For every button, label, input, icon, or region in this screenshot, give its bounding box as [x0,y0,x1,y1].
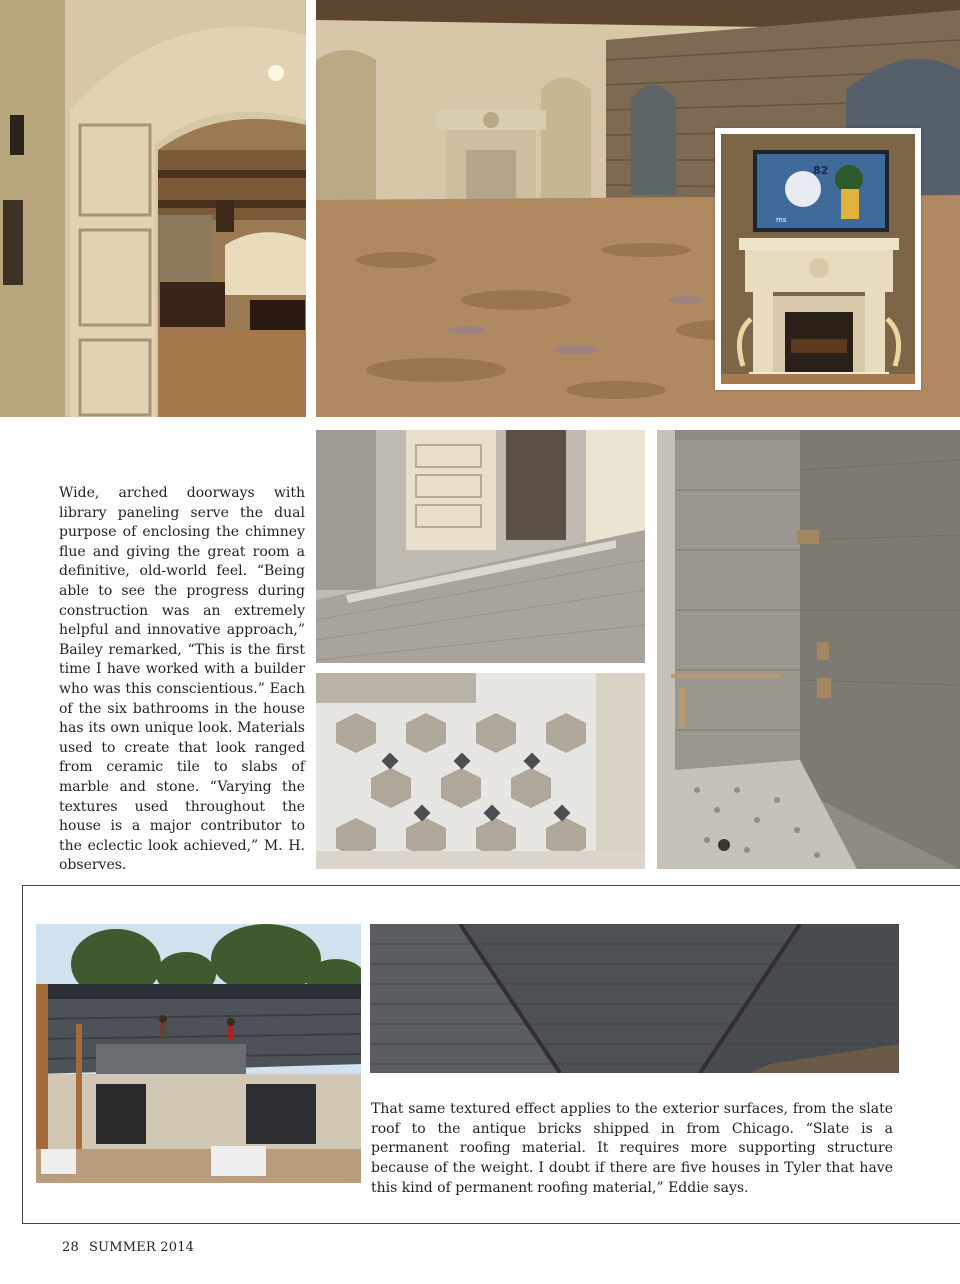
house-construction-photo [36,924,361,1183]
slate-roof-photo [370,924,899,1073]
bathroom-floor-photo [316,430,645,663]
tile-closeup-photo [316,673,645,869]
screen-text: ms [776,216,787,224]
shower-photo [657,430,960,869]
roof-caption-text: That same textured effect applies to the exterior surfaces, from the slate roof to the antique bricks shipped in from Chicago. “Slate is a permanent roofing material. It requires more supporting structure because of the weight. I doubt if there are five houses in Tyler that have this kind of permanent roofing material,” Eddie says. [371,1101,893,1196]
page-footer [62,1240,204,1255]
fireplace-inset-photo [715,128,921,390]
jersey-number-text: 82 [813,164,829,177]
article-body-text: Wide, arched doorways with library paneling serve the dual purpose of enclosing the chimney flue and giving the great room a definitive, old-world feel. “Being able to see the progress during construction was an extremely helpful and innovative approach,” Bailey remarked, “This is the first time I have worked with a builder who was this conscientious.” Each of the six bathrooms in the house has its own unique look. Materials used to create that look ranged from ceramic tile to slabs of marble and stone. “Varying the textures used throughout the house is a major contributor to the eclectic look achieved,” M. H. observes. [59,485,305,874]
hallway-arch-photo [0,0,306,417]
issue-label: SUMMER 2014 [88,1240,195,1255]
page-number: 28 [62,1240,79,1255]
